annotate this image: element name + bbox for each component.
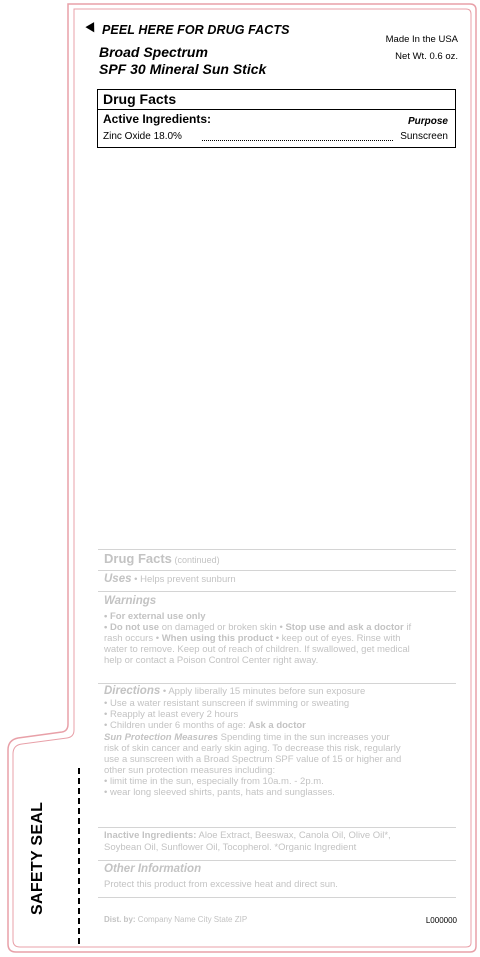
warnings-line-4: water to remove. Keep out of reach of children. If swallowed, get medical [104, 644, 410, 655]
warnings-line-3-end: • keep out of eyes. Rinse with [273, 633, 401, 644]
continued-suffix: (continued) [174, 555, 220, 565]
active-ingredient: Zinc Oxide 18.0% [103, 131, 182, 142]
drug-facts-title: Drug Facts [103, 91, 177, 107]
warnings-line-5: help or contact a Poison Control Center right away. [104, 655, 319, 666]
product-name-line1: Broad Spectrum [99, 44, 208, 60]
peel-arrow-icon [85, 22, 98, 35]
lot-code: L000000 [425, 916, 457, 925]
spm-line-3: use a sunscreen with a Broad Spectrum SPF value of 15 or higher and [104, 754, 402, 765]
made-in-usa: Made In the USA [385, 34, 458, 45]
spm-line-6: • wear long sleeved shirts, pants, hats and sunglasses. [104, 787, 335, 798]
other-info-text: Protect this product from excessive heat and direct sun. [104, 879, 338, 890]
spm-line-4: other sun protection measures including: [104, 765, 276, 776]
directions-line-3: • Reapply at least every 2 hours [104, 709, 239, 720]
spm-line-5: • limit time in the sun, especially from 10a.m. - 2p.m. [104, 776, 324, 787]
continued-title: Drug Facts [104, 551, 172, 566]
sun-protection-heading: Sun Protection Measures [104, 732, 219, 743]
ask-a-doctor: Ask a doctor [248, 720, 306, 731]
directions-line-1: • Apply liberally 15 minutes before sun exposure [160, 686, 366, 697]
inactive-line-2: Soybean Oil, Sunflower Oil, Tocopherol. *Organic Ingredient [104, 842, 357, 853]
directions-line-2: • Use a water resistant sunscreen if swimming or sweating [104, 698, 350, 709]
active-ingredients-label: Active Ingredients: [103, 112, 212, 126]
warnings-heading: Warnings [104, 595, 157, 607]
peel-here-banner[interactable] [87, 23, 290, 37]
uses-heading: Uses [104, 573, 132, 585]
dist-label: Dist. by: [104, 915, 136, 924]
drug-facts-continued-panel [98, 549, 456, 945]
spm-line-1: Spending time in the sun increases your [218, 732, 390, 743]
net-weight: Net Wt. 0.6 oz. [395, 51, 458, 62]
dot-leader [202, 140, 393, 141]
ingredient-purpose: Sunscreen [400, 131, 448, 142]
product-name-line2: SPF 30 Mineral Sun Stick [99, 61, 267, 77]
warnings-line-1: • For external use only [104, 611, 206, 622]
purpose-label: Purpose [407, 116, 448, 127]
distributor [104, 915, 247, 924]
warnings-line-2: on damaged or broken skin • [159, 622, 286, 633]
do-not-use: • Do not use [104, 622, 160, 633]
uses-text: • Helps prevent sunburn [134, 574, 236, 585]
safety-seal-label: SAFETY SEAL [29, 801, 46, 915]
drug-facts-rule [98, 109, 455, 110]
dist-text: Company Name City State ZIP [135, 915, 248, 924]
drug-facts-box [97, 89, 456, 148]
warnings-line-2-end: if [403, 622, 412, 633]
spm-line-2: risk of skin cancer and early skin aging. To decrease this risk, regularly [104, 743, 401, 754]
inactive-heading: Inactive Ingredients: [104, 830, 197, 841]
when-using: When using this product [161, 633, 274, 644]
stop-use: Stop use and ask a doctor [285, 622, 404, 633]
warnings-line-3: rash occurs • [104, 633, 162, 644]
inactive-line-1: Aloe Extract, Beeswax, Canola Oil, Olive Oil*, [196, 830, 391, 841]
directions-line-4: • Children under 6 months of age: [104, 720, 249, 731]
perforation-line[interactable] [78, 768, 80, 944]
peel-here-text: PEEL HERE FOR DRUG FACTS [102, 23, 290, 37]
other-info-heading: Other Information [104, 863, 202, 875]
directions-heading: Directions [104, 685, 161, 697]
